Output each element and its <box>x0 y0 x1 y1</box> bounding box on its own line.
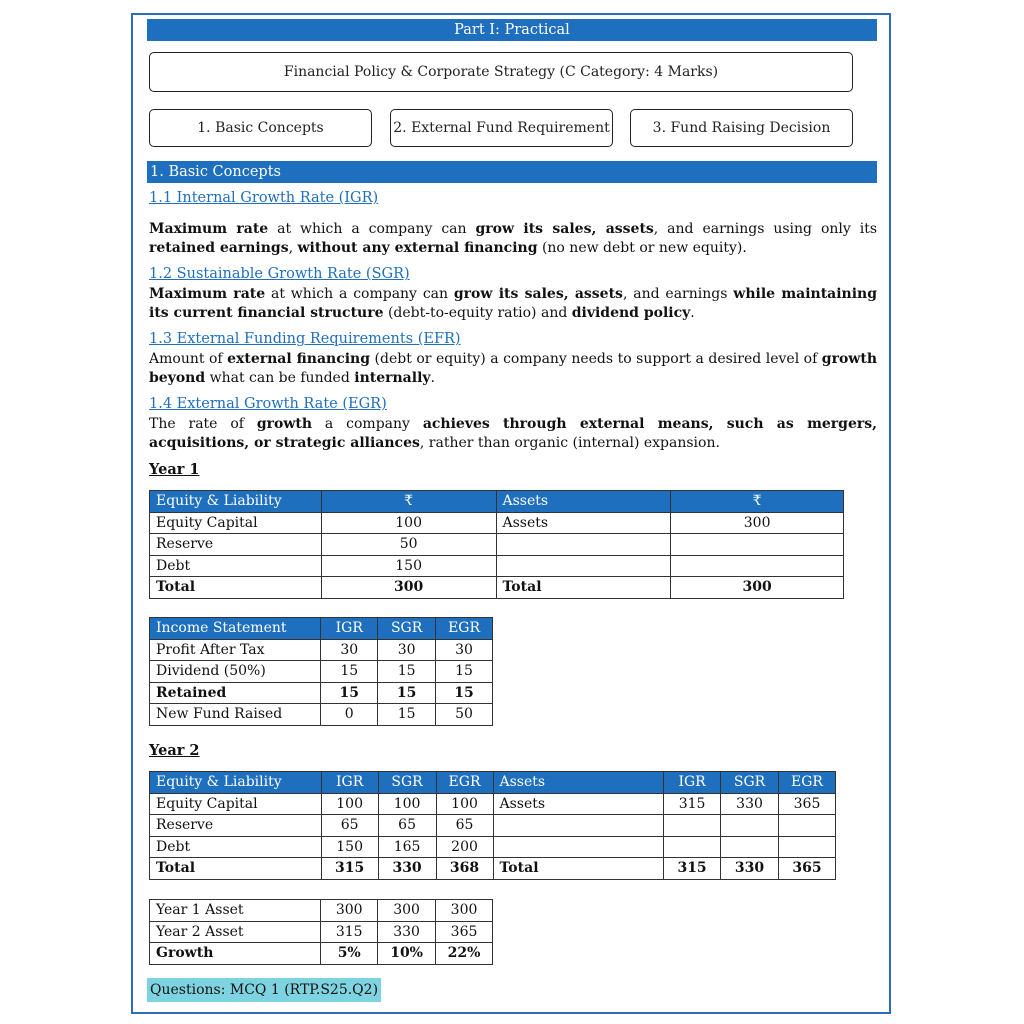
table-row: Year 1 Asset 300 300 300 <box>150 900 493 922</box>
part-title-bar: Part I: Practical <box>147 19 877 41</box>
definition-sgr: Maximum rate at which a company can grow its sales, assets, and earnings while maintaining its current financial structure (debt-to-equity ratio) and dividend policy. <box>149 286 878 321</box>
section-title-bar: 1. Basic Concepts <box>147 161 877 183</box>
year2-balance-sheet: Equity & Liability IGR SGR EGR Assets IGR SGR EGR Equity Capital 100 100 100 Assets 315 330 365 Reserve 65 65 65 Debt 150 165 200 Total 315 330 368 Total 315 330 365 <box>149 771 836 880</box>
definition-egr: The rate of growth a company achieves through external means, such as mergers, acquisitions, or strategic alliances, rather than organic (internal) expansion. <box>149 416 877 451</box>
table-row: Retained 15 15 15 <box>150 682 493 704</box>
heading-igr: 1.1 Internal Growth Rate (IGR) <box>149 190 379 206</box>
table-row-growth: Growth 5% 10% 22% <box>150 943 493 965</box>
nav-basic-concepts-button[interactable]: 1. Basic Concepts <box>149 109 372 147</box>
heading-sgr: 1.2 Sustainable Growth Rate (SGR) <box>149 266 410 282</box>
nav-fund-raising-button[interactable]: 3. Fund Raising Decision <box>630 109 853 147</box>
table-row: Year 2 Asset 315 330 365 <box>150 921 493 943</box>
year1-balance-sheet: Equity & Liability ₹ Assets ₹ Equity Capital 100 Assets 300 Reserve 50 Debt 150 Total 300 Total 300 <box>149 490 844 599</box>
definition-efr: Amount of external financing (debt or equity) a company needs to support a desired level of growth beyond what can be funded internally. <box>149 351 877 386</box>
table-row: Dividend (50%) 15 15 15 <box>150 661 493 683</box>
year1-label: Year 1 <box>149 461 200 478</box>
growth-table <box>149 899 493 965</box>
nav-external-fund-button[interactable]: 2. External Fund Requirement <box>390 109 613 147</box>
table-row: Debt 150 165 200 <box>150 836 836 858</box>
table-row: Profit After Tax 30 30 30 <box>150 639 493 661</box>
questions-link[interactable]: Questions: MCQ 1 (RTP.S25.Q2) <box>147 978 381 1002</box>
year2-label: Year 2 <box>149 742 200 759</box>
table-row-total: Total 300 Total 300 <box>150 577 844 599</box>
definition-igr: Maximum rate at which a company can grow its sales, assets, and earnings using only its retained earnings, without any external financing (no new debt or new equity). <box>149 221 877 256</box>
year1-income-statement: Income Statement IGR SGR EGR Profit After Tax 30 30 30 Dividend (50%) 15 15 15 Retained 15 15 15 New Fund Raised 0 15 50 <box>149 617 493 726</box>
table-row: Reserve 50 <box>150 534 844 556</box>
table-row: Reserve 65 65 65 <box>150 815 836 837</box>
heading-efr: 1.3 External Funding Requirements (EFR) <box>149 331 461 347</box>
table-row: Equity Capital 100 100 100 Assets 315 330 365 <box>150 793 836 815</box>
table-row: Debt 150 <box>150 555 844 577</box>
table-row: Equity Capital 100 Assets 300 <box>150 512 844 534</box>
table-row: New Fund Raised 0 15 50 <box>150 704 493 726</box>
subject-box: Financial Policy & Corporate Strategy (C Category: 4 Marks) <box>149 52 853 92</box>
document-page <box>131 13 891 1014</box>
table-row-total: Total 315 330 368 Total 315 330 365 <box>150 858 836 880</box>
heading-egr: 1.4 External Growth Rate (EGR) <box>149 396 387 412</box>
